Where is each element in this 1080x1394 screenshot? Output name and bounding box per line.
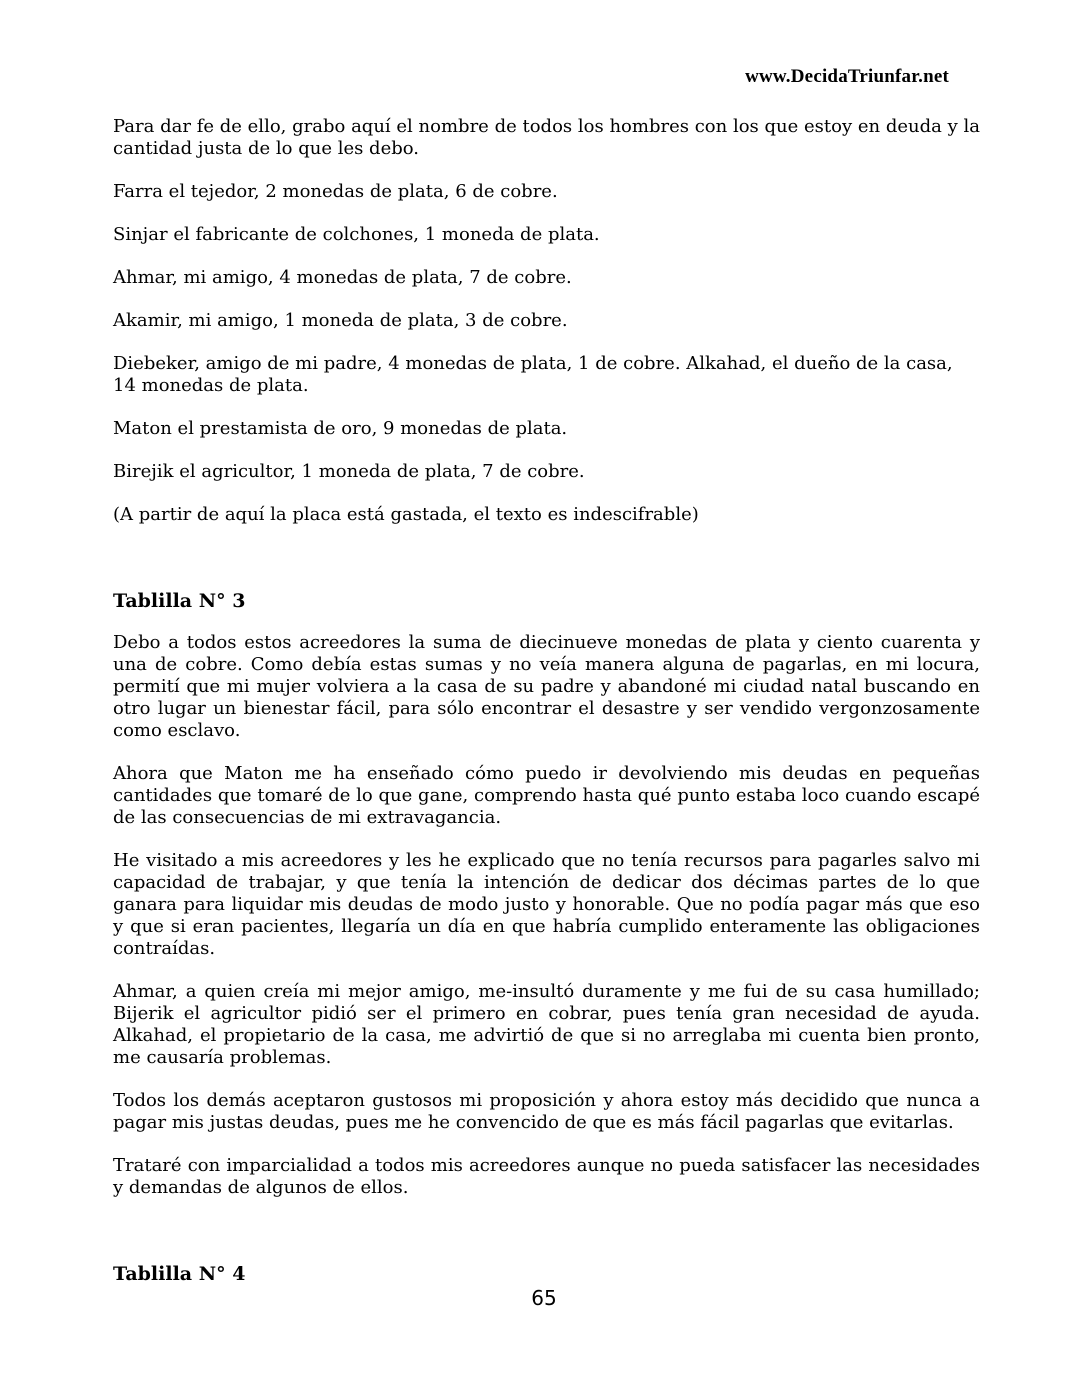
debt-entry: Akamir, mi amigo, 1 moneda de plata, 3 de cobre. [113, 310, 568, 331]
illegible-note: (A partir de aquí la placa está gastada, el texto es indescifrable) [113, 504, 699, 525]
tablet-3-paragraph: Ahora que Maton me ha enseñado cómo puedo ir devolviendo mis deudas en pequeñas cantidades que tomaré de lo que gane, comprendo hasta qué punto estaba loco cuando escapé de las consecuencias de mi extravagancia. [113, 763, 980, 828]
debt-entry: Maton el prestamista de oro, 9 monedas de plata. [113, 418, 568, 439]
intro-paragraph: Para dar fe de ello, grabo aquí el nombre de todos los hombres con los que estoy en deuda y la cantidad justa de lo que les debo. [113, 116, 980, 159]
page-body [113, 116, 980, 1285]
debt-entry: Diebeker, amigo de mi padre, 4 monedas de plata, 1 de cobre. Alkahad, el dueño de la casa, 14 monedas de plata. [113, 353, 953, 396]
header-site-url: www.DecidaTriunfar.net [745, 66, 949, 87]
tablet-3-paragraph: Ahmar, a quien creía mi mejor amigo, me-insultó duramente y me fui de su casa humillado; Bijerik el agricultor pidió ser el primero en cobrar, pues tenía gran necesidad de ayuda. Alkahad, el propietario de la casa, me advirtió de que si no arreglaba mi cuenta bien pronto, me causaría problemas. [113, 981, 980, 1068]
debt-entry: Sinjar el fabricante de colchones, 1 moneda de plata. [113, 224, 600, 245]
tablet-3-paragraph: Trataré con imparcialidad a todos mis acreedores aunque no pueda satisfacer las necesidades y demandas de algunos de ellos. [113, 1155, 980, 1198]
debt-entry: Ahmar, mi amigo, 4 monedas de plata, 7 de cobre. [113, 267, 572, 288]
page-number: 65 [531, 1286, 557, 1310]
tablet-3-paragraph: Debo a todos estos acreedores la suma de diecinueve monedas de plata y ciento cuarenta y una de cobre. Como debía estas sumas y no veía manera alguna de pagarlas, en mi locura, permití que mi mujer volviera a la casa de su padre y abandoné mi ciudad natal buscando en otro lugar un bienestar fácil, para sólo encontrar el desastre y ser vendido vergonzosamente como esclavo. [113, 632, 980, 741]
debt-entry: Farra el tejedor, 2 monedas de plata, 6 de cobre. [113, 181, 558, 202]
tablet-3-heading: Tablilla N° 3 [113, 590, 246, 612]
debt-entry: Birejik el agricultor, 1 moneda de plata, 7 de cobre. [113, 461, 585, 482]
tablet-3-paragraph: He visitado a mis acreedores y les he explicado que no tenía recursos para pagarles salvo mi capacidad de trabajar, y que tenía la intención de dedicar dos décimas partes de lo que ganara para liquidar mis deudas de modo justo y honorable. Que no podía pagar más que eso y que si eran pacientes, llegaría un día en que habría cumplido enteramente las obligaciones contraídas. [113, 850, 980, 959]
tablet-3-paragraph: Todos los demás aceptaron gustosos mi proposición y ahora estoy más decidido que nunca a pagar mis justas deudas, pues me he convencido de que es más fácil pagarlas que evitarlas. [113, 1090, 980, 1133]
tablet-4-heading: Tablilla N° 4 [113, 1263, 246, 1285]
